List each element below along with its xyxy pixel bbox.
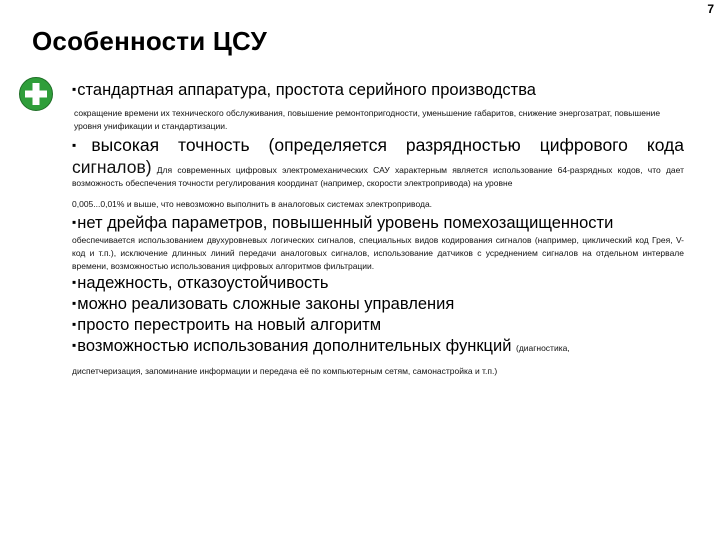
item-main: стандартная аппаратура, простота серийного производства — [77, 81, 536, 99]
bullet-icon: ▪ — [72, 317, 77, 331]
list-item — [72, 273, 684, 294]
list-item — [72, 213, 684, 273]
item-detail: диспетчеризация, запоминание информации и передача её по компьютерным сетям, самонастройка и т.п.) — [72, 366, 498, 376]
item-main: высокая точность (определяется разрядностью цифрового кода — [91, 135, 684, 155]
item-detail: сокращение времени их технического обслуживания, повышение ремонтопригодности, уменьшение габаритов, снижение энергозатрат, повышение уровня унификации и стандартизации. — [74, 108, 661, 131]
item-main: возможностью использования дополнительных функций — [77, 337, 512, 355]
item-detail-continued: 0,005...0,01% и выше, что невозможно выполнить в аналоговых системах электропривода. — [72, 199, 433, 209]
bullet-icon: ▪ — [72, 338, 77, 352]
list-item — [72, 294, 684, 315]
page-number: 7 — [707, 2, 714, 16]
list-item — [72, 336, 684, 378]
item-main: просто перестроить на новый алгоритм — [77, 316, 382, 334]
bullet-icon: ▪ — [72, 275, 77, 289]
bullet-icon: ▪ — [72, 215, 77, 229]
item-main: можно реализовать сложные законы управления — [77, 295, 455, 313]
item-detail: обеспечивается использованием двухуровневых логических сигналов, специальных видов кодирования сигналов (например, циклический код Грея, V-код и т.п.), исключение длинных линий передачи аналоговых сигналов, использование датчиков с усреднением сигналов на отдельном интервале времени, возможностью использования цифровых алгоритмов фильтрации. — [72, 235, 684, 271]
features-list — [72, 80, 684, 378]
list-item — [72, 80, 684, 133]
list-item — [72, 135, 684, 211]
bullet-icon: ▪ — [72, 82, 77, 96]
page-title: Особенности ЦСУ — [32, 26, 268, 56]
item-main: нет дрейфа параметров, повышенный уровень помехозащищенности — [77, 214, 614, 232]
bullet-icon: ▪ — [72, 138, 91, 152]
list-item — [72, 315, 684, 336]
item-main: надежность, отказоустойчивость — [77, 274, 329, 292]
bullet-icon: ▪ — [72, 296, 77, 310]
item-inline-detail: (диагностика, — [516, 343, 570, 353]
plus-circle-icon — [18, 76, 54, 112]
item-main-continued: сигналов) — [72, 157, 152, 177]
item-detail: Для современных цифровых электромеханических САУ характерным является использование 64-разрядных кодов, что дает возможность обеспечения точности регулирования координат (например, скорости электропривода) на уровне — [72, 165, 684, 188]
